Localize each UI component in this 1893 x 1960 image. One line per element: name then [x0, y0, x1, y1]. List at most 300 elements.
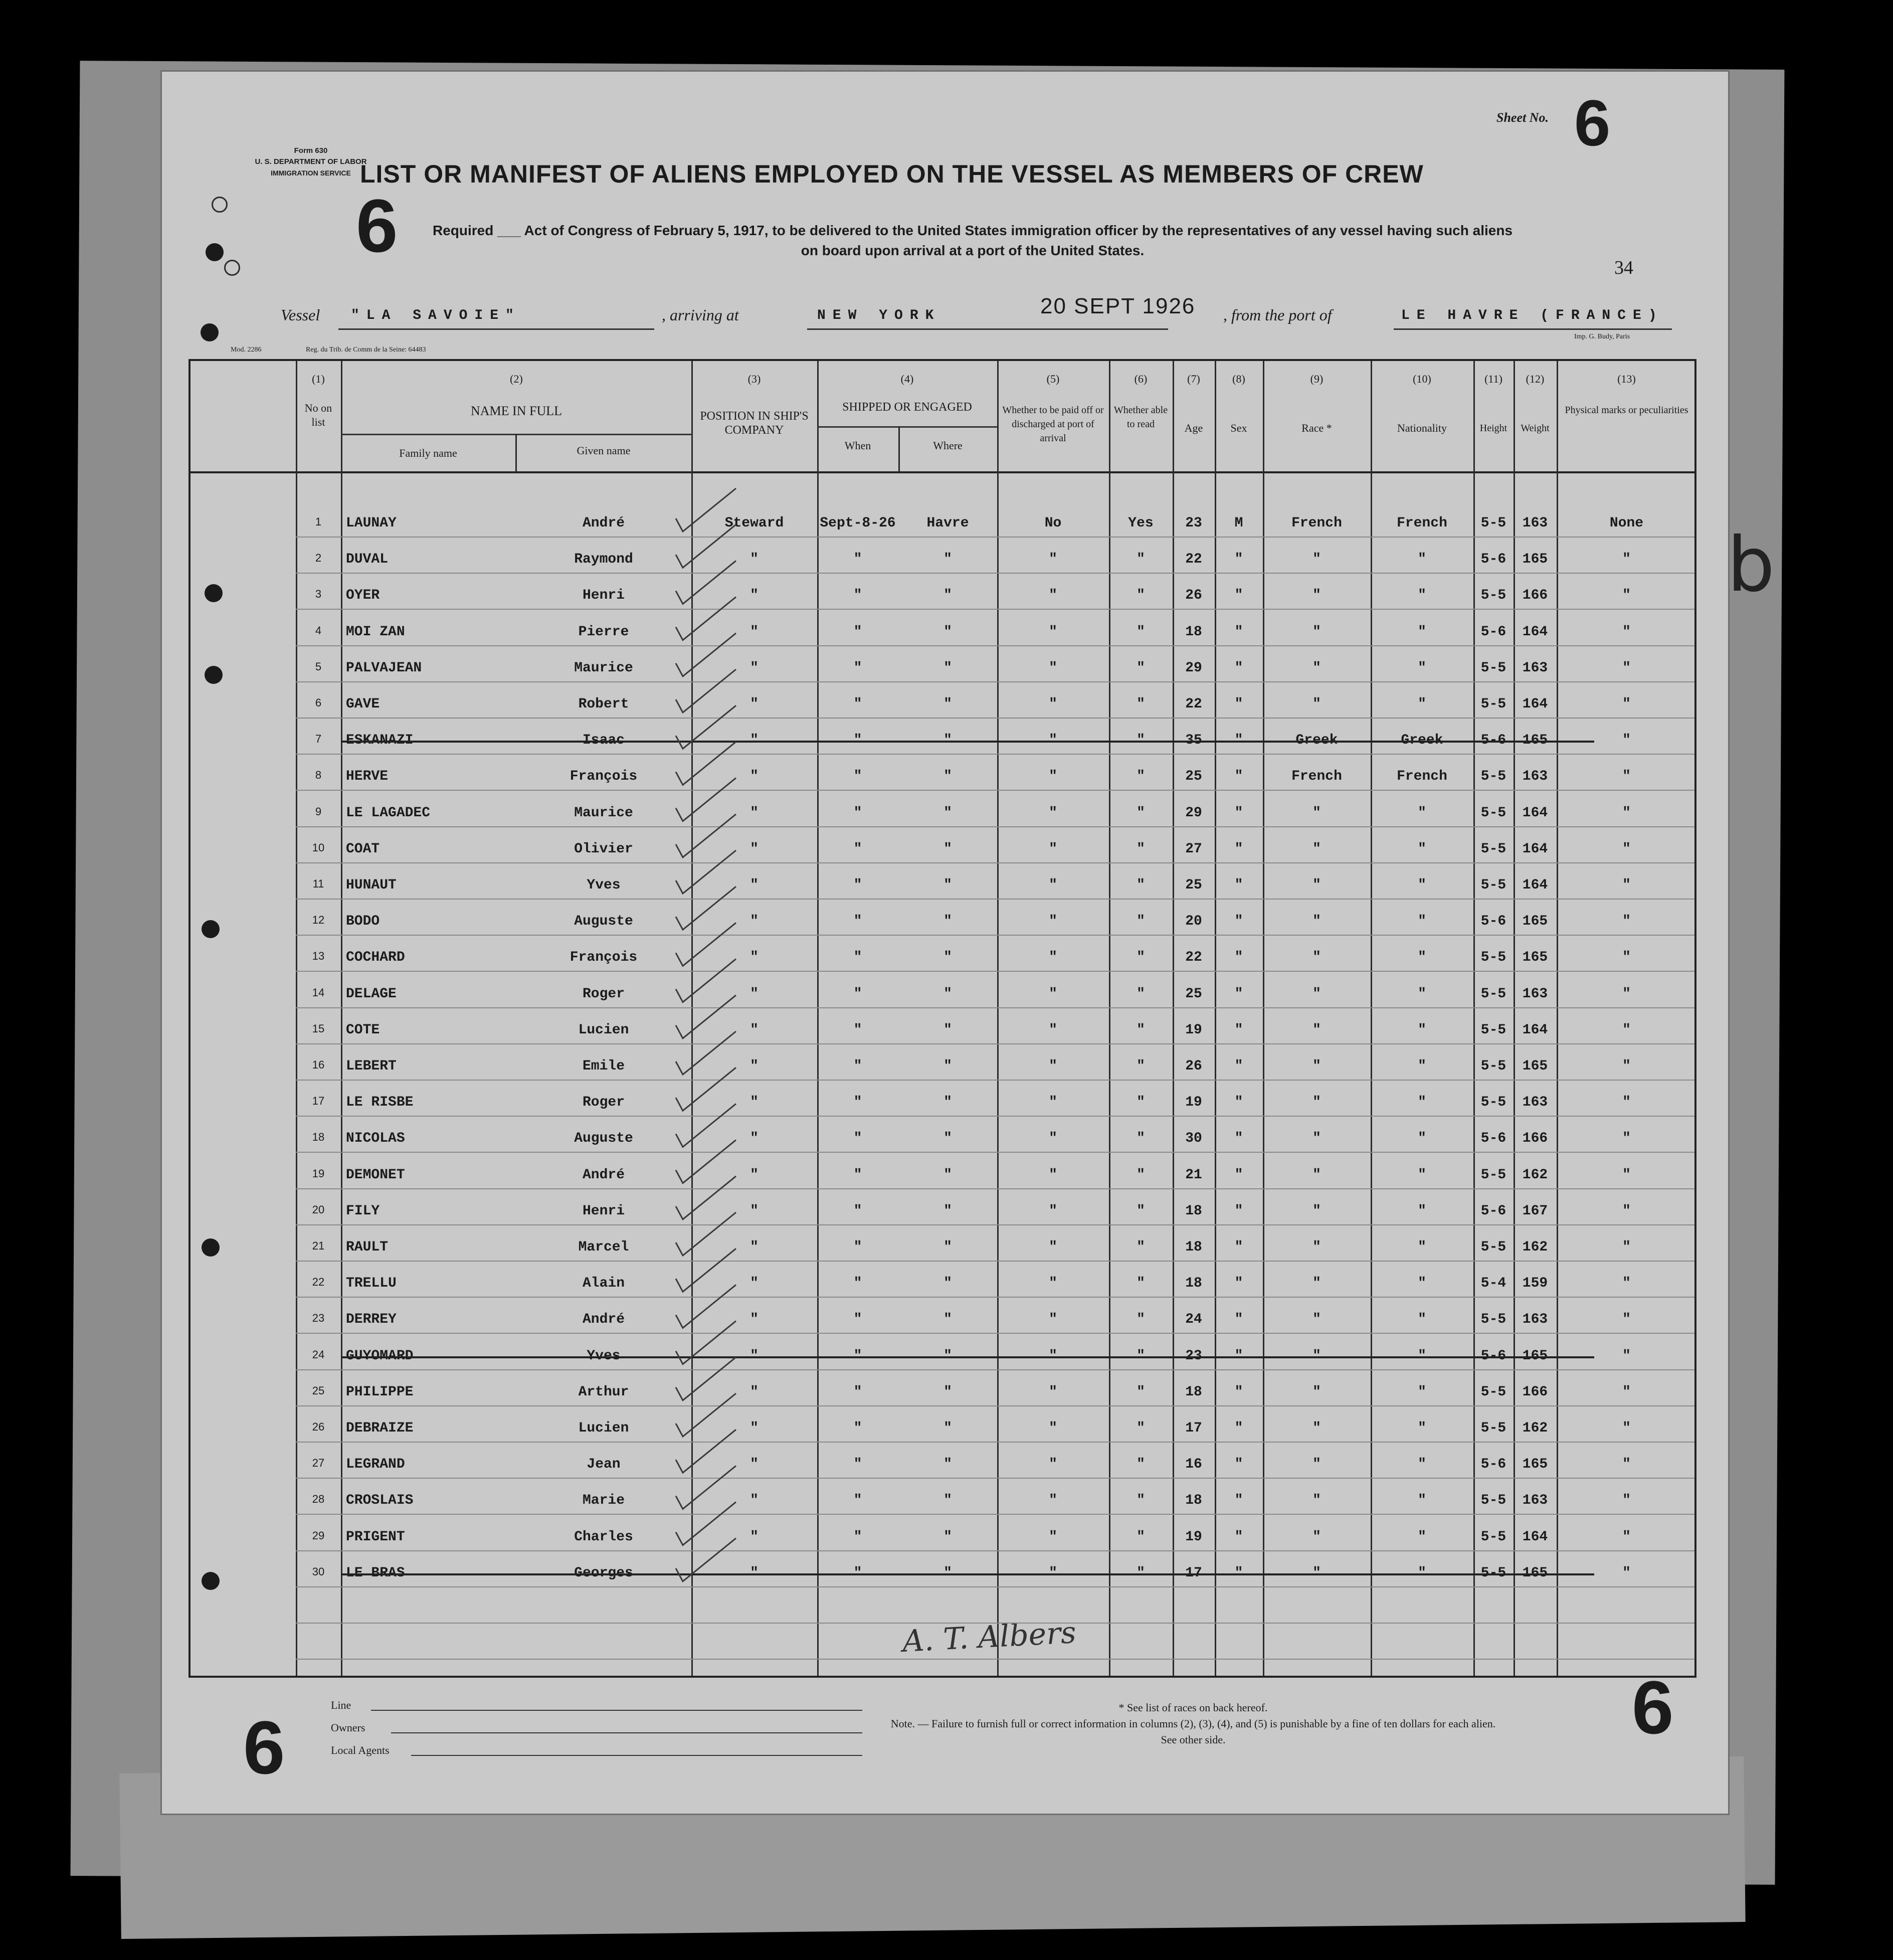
- col7-header: Age: [1184, 422, 1203, 434]
- height: 5-5: [1480, 841, 1506, 857]
- shipped-when: ": [853, 1167, 862, 1183]
- row-rule: [296, 1514, 1694, 1515]
- subtitle-line-1: Required ___ Act of Congress of February 5, 1917, to be delivered to the United States immigration officer by the representatives of any vessel having such aliens: [432, 223, 1513, 238]
- paid-off: ": [1049, 769, 1057, 785]
- family-name: LE RISBE: [346, 1095, 414, 1111]
- sheet-number: 6: [1574, 86, 1611, 159]
- physical-marks: ": [1622, 1058, 1631, 1074]
- nationality: ": [1418, 986, 1426, 1002]
- nationality: ": [1418, 1565, 1426, 1581]
- able-to-read: ": [1137, 1457, 1145, 1473]
- age: 19: [1185, 1529, 1202, 1545]
- sex: ": [1234, 769, 1243, 785]
- shipped-where: ": [943, 1203, 952, 1219]
- sex: ": [1234, 877, 1243, 893]
- footer-note-races: * See list of races on back hereof.: [1118, 1701, 1268, 1714]
- nationality: ": [1418, 1384, 1426, 1400]
- position: ": [750, 1312, 759, 1328]
- row-rule: [296, 1623, 1694, 1624]
- sex: ": [1234, 660, 1243, 676]
- row-rule: [296, 1080, 1694, 1081]
- physical-marks: ": [1622, 696, 1631, 712]
- age: 19: [1185, 1095, 1202, 1111]
- given-name: Olivier: [574, 841, 633, 857]
- printer-imprint: Imp. G. Budy, Paris: [1574, 333, 1630, 340]
- shipped-when: ": [853, 1348, 862, 1364]
- row-number: 23: [312, 1312, 325, 1325]
- physical-marks: ": [1622, 986, 1631, 1002]
- shipped-where: ": [943, 588, 952, 604]
- punch-hole: [206, 243, 224, 261]
- race: ": [1312, 1493, 1321, 1509]
- nationality: ": [1418, 1239, 1426, 1255]
- paid-off: ": [1049, 552, 1057, 568]
- col13-number: (13): [1617, 373, 1636, 385]
- weight: 165: [1522, 1348, 1548, 1364]
- paid-off: ": [1049, 1312, 1057, 1328]
- height: 5-5: [1480, 1022, 1506, 1038]
- nationality: ": [1418, 1095, 1426, 1111]
- sex: ": [1234, 1239, 1243, 1255]
- paid-off: ": [1049, 624, 1057, 640]
- shipped-where: ": [943, 1239, 952, 1255]
- row-number: 29: [312, 1529, 325, 1542]
- sex: ": [1234, 1131, 1243, 1147]
- age: 18: [1185, 1276, 1202, 1292]
- given-name: Henri: [582, 588, 625, 604]
- physical-marks: ": [1622, 1348, 1631, 1364]
- shipped-when: ": [853, 1493, 862, 1509]
- age: 17: [1185, 1565, 1202, 1581]
- departure-port: LE HAVRE (FRANCE): [1401, 308, 1664, 323]
- given-name: Emile: [582, 1058, 625, 1074]
- manifest-table: [188, 359, 1696, 1678]
- able-to-read: ": [1137, 805, 1145, 821]
- given-name: André: [582, 1167, 625, 1183]
- paid-off: ": [1049, 1493, 1057, 1509]
- shipped-when: ": [853, 552, 862, 568]
- sex: ": [1234, 841, 1243, 857]
- able-to-read: ": [1137, 1095, 1145, 1111]
- family-name: LEGRAND: [346, 1457, 405, 1473]
- paid-off: ": [1049, 696, 1057, 712]
- sex: ": [1234, 914, 1243, 930]
- strike-through-line: [341, 1356, 1594, 1358]
- nationality: Greek: [1401, 733, 1443, 749]
- margin-scrawl: b: [1727, 521, 1775, 609]
- shipped-where: ": [943, 1420, 952, 1436]
- given-name-header: Given name: [577, 444, 631, 457]
- age: 20: [1185, 914, 1202, 930]
- shipped-when: ": [853, 1565, 862, 1581]
- able-to-read: ": [1137, 914, 1145, 930]
- sex: ": [1234, 1312, 1243, 1328]
- row-number: 5: [315, 660, 322, 673]
- race: ": [1312, 1203, 1321, 1219]
- given-name: Roger: [582, 1095, 625, 1111]
- weight: 167: [1522, 1203, 1548, 1219]
- shipped-when: ": [853, 588, 862, 604]
- family-name: CROSLAIS: [346, 1493, 414, 1509]
- physical-marks: ": [1622, 624, 1631, 640]
- physical-marks: ": [1622, 769, 1631, 785]
- shipped-when: ": [853, 1131, 862, 1147]
- weight: 166: [1522, 1131, 1548, 1147]
- able-to-read: Yes: [1128, 515, 1154, 531]
- age: 24: [1185, 1312, 1202, 1328]
- weight: 166: [1522, 588, 1548, 604]
- shipped-when: ": [853, 1420, 862, 1436]
- footer-mark-right: 6: [1632, 1665, 1674, 1749]
- col4-subrule: [817, 426, 997, 428]
- nationality: ": [1418, 950, 1426, 966]
- row-number: 13: [312, 950, 325, 963]
- given-name: Charles: [574, 1529, 633, 1545]
- sex: ": [1234, 1529, 1243, 1545]
- position: Steward: [724, 515, 784, 531]
- row-rule: [296, 1442, 1694, 1443]
- age: 18: [1185, 1384, 1202, 1400]
- row-rule: [296, 935, 1694, 936]
- able-to-read: ": [1137, 624, 1145, 640]
- nationality: French: [1397, 769, 1447, 785]
- family-name: LEBERT: [346, 1058, 397, 1074]
- shipped-when: ": [853, 733, 862, 749]
- row-rule: [296, 1043, 1694, 1044]
- punch-hole: [201, 323, 219, 341]
- height: 5-5: [1480, 515, 1506, 531]
- shipped-when: ": [853, 877, 862, 893]
- family-name: BODO: [346, 914, 380, 930]
- when-header: When: [844, 439, 871, 452]
- row-rule: [296, 790, 1694, 791]
- able-to-read: ": [1137, 1022, 1145, 1038]
- height: 5-5: [1480, 660, 1506, 676]
- weight: 165: [1522, 552, 1548, 568]
- row-rule: [296, 1405, 1694, 1406]
- position: ": [750, 1384, 759, 1400]
- weight: 164: [1522, 1022, 1548, 1038]
- col11-header: Height: [1479, 423, 1507, 434]
- row-number: 6: [315, 696, 322, 709]
- shipped-when: ": [853, 1058, 862, 1074]
- family-name: HUNAUT: [346, 877, 397, 893]
- row-rule: [296, 1333, 1694, 1334]
- paid-off: ": [1049, 1167, 1057, 1183]
- shipped-when: ": [853, 696, 862, 712]
- paid-off: ": [1049, 660, 1057, 676]
- form-number: Form 630: [294, 146, 328, 155]
- form-identifier: [246, 145, 376, 179]
- paid-off: ": [1049, 805, 1057, 821]
- given-name: Yves: [587, 1348, 621, 1364]
- height: 5-4: [1480, 1276, 1506, 1292]
- able-to-read: ": [1137, 1312, 1145, 1328]
- row-number: 1: [315, 515, 322, 528]
- physical-marks: ": [1622, 805, 1631, 821]
- given-name: Isaac: [582, 733, 625, 749]
- given-name: Lucien: [578, 1022, 629, 1038]
- given-name: Roger: [582, 986, 625, 1002]
- weight: 165: [1522, 950, 1548, 966]
- col7-number: (7): [1187, 373, 1200, 385]
- age: 18: [1185, 624, 1202, 640]
- family-name: MOI ZAN: [346, 624, 405, 640]
- paid-off: ": [1049, 1239, 1057, 1255]
- sex: M: [1234, 515, 1243, 531]
- family-name: PHILIPPE: [346, 1384, 414, 1400]
- row-number: 11: [312, 877, 324, 890]
- row-rule: [296, 1478, 1694, 1479]
- row-number: 17: [312, 1095, 325, 1108]
- given-name: André: [582, 1312, 625, 1328]
- paid-off: ": [1049, 1022, 1057, 1038]
- given-name: Jean: [587, 1457, 621, 1473]
- able-to-read: ": [1137, 1348, 1145, 1364]
- able-to-read: ": [1137, 1131, 1145, 1147]
- row-number: 16: [312, 1058, 325, 1071]
- paid-off: No: [1044, 515, 1062, 531]
- family-name: LE BRAS: [346, 1565, 405, 1581]
- given-name: Henri: [582, 1203, 625, 1219]
- handwritten-signature: A. T. Albers: [901, 1615, 1077, 1660]
- position: ": [750, 1420, 759, 1436]
- given-name: Raymond: [574, 552, 633, 568]
- shipped-where: ": [943, 914, 952, 930]
- row-rule: [296, 1297, 1694, 1298]
- sex: ": [1234, 986, 1243, 1002]
- position: ": [750, 950, 759, 966]
- shipped-where: ": [943, 1529, 952, 1545]
- nationality: ": [1418, 624, 1426, 640]
- row-rule: [296, 1586, 1694, 1587]
- row-number: 7: [315, 733, 322, 746]
- age: 25: [1185, 877, 1202, 893]
- col6-header: Whether able to read: [1113, 405, 1168, 430]
- weight: 165: [1522, 914, 1548, 930]
- given-name: Maurice: [574, 660, 633, 676]
- punch-hole: [224, 260, 240, 276]
- height: 5-5: [1480, 1493, 1506, 1509]
- age: 23: [1185, 1348, 1202, 1364]
- weight: 164: [1522, 696, 1548, 712]
- row-rule: [296, 645, 1694, 646]
- vessel-label: Vessel: [281, 306, 320, 324]
- shipped-when: ": [853, 986, 862, 1002]
- height: 5-5: [1480, 986, 1506, 1002]
- nationality: ": [1418, 841, 1426, 857]
- row-rule: [296, 1116, 1694, 1117]
- paid-off: ": [1049, 588, 1057, 604]
- nationality: ": [1418, 1420, 1426, 1436]
- sex: ": [1234, 1420, 1243, 1436]
- row-number: 12: [312, 914, 325, 927]
- family-name: GUYOMARD: [346, 1348, 414, 1364]
- row-number: 10: [312, 841, 325, 854]
- weight: 163: [1522, 1312, 1548, 1328]
- printer-registration: Reg. du Trib. de Comm de la Seine: 64483: [306, 346, 426, 353]
- col9-number: (9): [1310, 373, 1323, 385]
- position: ": [750, 877, 759, 893]
- row-rule: [296, 826, 1694, 827]
- family-name: DERREY: [346, 1312, 397, 1328]
- physical-marks: None: [1609, 515, 1644, 531]
- paid-off: ": [1049, 1348, 1057, 1364]
- row-rule: [296, 718, 1694, 719]
- sex: ": [1234, 552, 1243, 568]
- given-name: François: [570, 769, 638, 785]
- sex: ": [1234, 1022, 1243, 1038]
- paid-off: ": [1049, 1384, 1057, 1400]
- given-name: Auguste: [574, 1131, 633, 1147]
- col10-number: (10): [1413, 373, 1431, 385]
- physical-marks: ": [1622, 914, 1631, 930]
- physical-marks: ": [1622, 841, 1631, 857]
- col10-header: Nationality: [1397, 422, 1447, 434]
- shipped-when: ": [853, 1276, 862, 1292]
- row-number: 27: [312, 1457, 325, 1470]
- shipped-when: ": [853, 624, 862, 640]
- row-number: 15: [312, 1022, 325, 1035]
- height: 5-5: [1480, 696, 1506, 712]
- weight: 162: [1522, 1167, 1548, 1183]
- row-number: 14: [312, 986, 325, 999]
- given-name: Robert: [578, 696, 629, 712]
- shipped-when: ": [853, 1239, 862, 1255]
- weight: 165: [1522, 733, 1548, 749]
- family-name: PALVAJEAN: [346, 660, 422, 676]
- weight: 164: [1522, 877, 1548, 893]
- nationality: ": [1418, 1058, 1426, 1074]
- height: 5-5: [1480, 950, 1506, 966]
- family-name: LE LAGADEC: [346, 805, 431, 821]
- paid-off: ": [1049, 914, 1057, 930]
- position: ": [750, 769, 759, 785]
- footer-note-see-other-side: See other side.: [1161, 1733, 1226, 1746]
- weight: 163: [1522, 769, 1548, 785]
- able-to-read: ": [1137, 1058, 1145, 1074]
- family-name: OYER: [346, 588, 380, 604]
- paid-off: ": [1049, 1095, 1057, 1111]
- family-name: TRELLU: [346, 1276, 397, 1292]
- race: ": [1312, 1348, 1321, 1364]
- paid-off: ": [1049, 1420, 1057, 1436]
- department-name: U. S. DEPARTMENT OF LABOR: [255, 157, 367, 166]
- height: 5-5: [1480, 1312, 1506, 1328]
- nationality: ": [1418, 1203, 1426, 1219]
- race: ": [1312, 588, 1321, 604]
- shipped-where: ": [943, 1276, 952, 1292]
- row-rule: [296, 681, 1694, 682]
- given-name: Arthur: [578, 1384, 629, 1400]
- position: ": [750, 1529, 759, 1545]
- weight: 163: [1522, 515, 1548, 531]
- nationality: ": [1418, 1457, 1426, 1473]
- shipped-where: ": [943, 1457, 952, 1473]
- family-name: HERVE: [346, 769, 389, 785]
- age: 22: [1185, 950, 1202, 966]
- race: ": [1312, 660, 1321, 676]
- footer-notes: [767, 1700, 1619, 1748]
- nationality: ": [1418, 1348, 1426, 1364]
- given-name: Yves: [587, 877, 621, 893]
- shipped-when: ": [853, 1529, 862, 1545]
- age: 23: [1185, 515, 1202, 531]
- physical-marks: ": [1622, 1203, 1631, 1219]
- given-name: Maurice: [574, 805, 633, 821]
- manifest-title: LIST OR MANIFEST OF ALIENS EMPLOYED ON THE VESSEL AS MEMBERS OF CREW: [360, 160, 1424, 188]
- able-to-read: ": [1137, 950, 1145, 966]
- given-name: Marcel: [578, 1239, 629, 1255]
- shipped-when: ": [853, 841, 862, 857]
- row-number: 2: [315, 552, 322, 565]
- nationality: ": [1418, 1493, 1426, 1509]
- position: ": [750, 588, 759, 604]
- age: 22: [1185, 552, 1202, 568]
- physical-marks: ": [1622, 1457, 1631, 1473]
- height: 5-5: [1480, 1420, 1506, 1436]
- shipped-when: ": [853, 1457, 862, 1473]
- weight: 163: [1522, 986, 1548, 1002]
- weight: 164: [1522, 841, 1548, 857]
- physical-marks: ": [1622, 1493, 1631, 1509]
- sex: ": [1234, 1457, 1243, 1473]
- shipped-when: ": [853, 1312, 862, 1328]
- nationality: ": [1418, 914, 1426, 930]
- able-to-read: ": [1137, 696, 1145, 712]
- paid-off: ": [1049, 950, 1057, 966]
- subtitle: [281, 221, 1664, 261]
- age: 29: [1185, 805, 1202, 821]
- physical-marks: ": [1622, 1529, 1631, 1545]
- nationality: ": [1418, 1312, 1426, 1328]
- family-name: COAT: [346, 841, 380, 857]
- weight: 165: [1522, 1457, 1548, 1473]
- race: Greek: [1295, 733, 1338, 749]
- sex: ": [1234, 1203, 1243, 1219]
- nationality: ": [1418, 696, 1426, 712]
- weight: 163: [1522, 660, 1548, 676]
- height: 5-5: [1480, 1239, 1506, 1255]
- nationality: ": [1418, 588, 1426, 604]
- race: ": [1312, 624, 1321, 640]
- height: 5-5: [1480, 1095, 1506, 1111]
- shipped-when: ": [853, 950, 862, 966]
- line-label: Line: [331, 1699, 351, 1711]
- from-port-label: , from the port of: [1223, 306, 1332, 324]
- shipped-where: ": [943, 552, 952, 568]
- local-agents-label: Local Agents: [331, 1744, 390, 1756]
- race: French: [1291, 515, 1342, 531]
- physical-marks: ": [1622, 660, 1631, 676]
- service-name: IMMIGRATION SERVICE: [271, 169, 351, 177]
- position: ": [750, 1095, 759, 1111]
- col4-number: (4): [900, 373, 914, 385]
- physical-marks: ": [1622, 1276, 1631, 1292]
- height: 5-5: [1480, 1384, 1506, 1400]
- weight: 164: [1522, 1529, 1548, 1545]
- position: ": [750, 1239, 759, 1255]
- shipped-when: ": [853, 1203, 862, 1219]
- shipped-where: ": [943, 1022, 952, 1038]
- able-to-read: ": [1137, 877, 1145, 893]
- physical-marks: ": [1622, 1167, 1631, 1183]
- shipped-where: ": [943, 841, 952, 857]
- shipped-where: ": [943, 1493, 952, 1509]
- paid-off: ": [1049, 1457, 1057, 1473]
- col11-number: (11): [1484, 373, 1502, 385]
- where-header: Where: [933, 439, 963, 452]
